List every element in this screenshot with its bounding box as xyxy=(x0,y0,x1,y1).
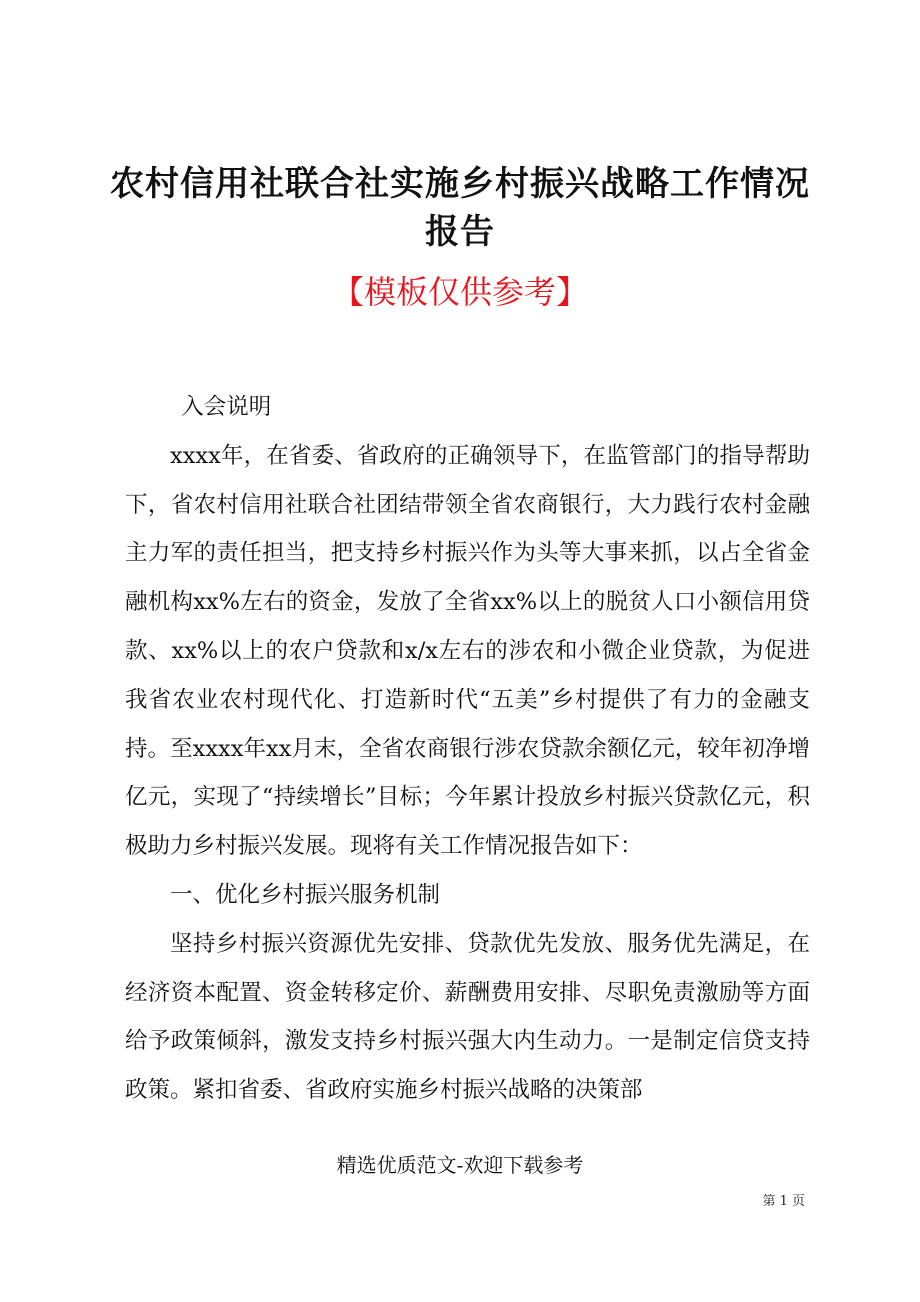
section-heading: 一、优化乡村振兴服务机制 xyxy=(170,881,441,908)
page-number: 第 1 页 xyxy=(762,1194,805,1209)
paragraph-intro-label: 入会说明 xyxy=(181,394,272,420)
footer-note: 精选优质范文-欢迎下载参考 xyxy=(336,1153,584,1177)
paragraph: xxxx年，在省委、省政府的正确领导下，在监管部门的指导帮助下，省农村信用社联合社团结带领全省农商银行，大力践行农村金融主力军的责任担当，把支持乡村振兴作为头等大事来抓，以占全省金融机构xx%左右的资金，发放了全省xx%以上的脱贫人口小额信用贷款、xx%以上的农户贷款和x/x左右的涉农和小微企业贷款，为促进我省农业农村现代化、打造新时代“五美”乡村提供了有力的金融支持。至xxxx年xx月末，全省农商银行涉农贷款余额亿元，较年初净增亿元，实现了“持续增长”目标；今年累计投放乡村振兴贷款亿元，积极助力乡村振兴发展。现将有关工作情况报告如下： xyxy=(125,442,810,860)
document-subtitle: 【模板仅供参考】 xyxy=(331,273,588,311)
paragraph: 坚持乡村振兴资源优先安排、贷款优先发放、服务优先满足，在经济资本配置、资金转移定价、薪酬费用安排、尽职免责激励等方面给予政策倾斜，激发支持乡村振兴强大内生动力。一是制定信贷支持政策。紧扣省委、省政府实施乡村振兴战略的决策部 xyxy=(125,930,810,1104)
document-body xyxy=(125,383,810,1115)
document-title: 农村信用社联合社实施乡村振兴战略工作情况报告 xyxy=(110,164,810,252)
